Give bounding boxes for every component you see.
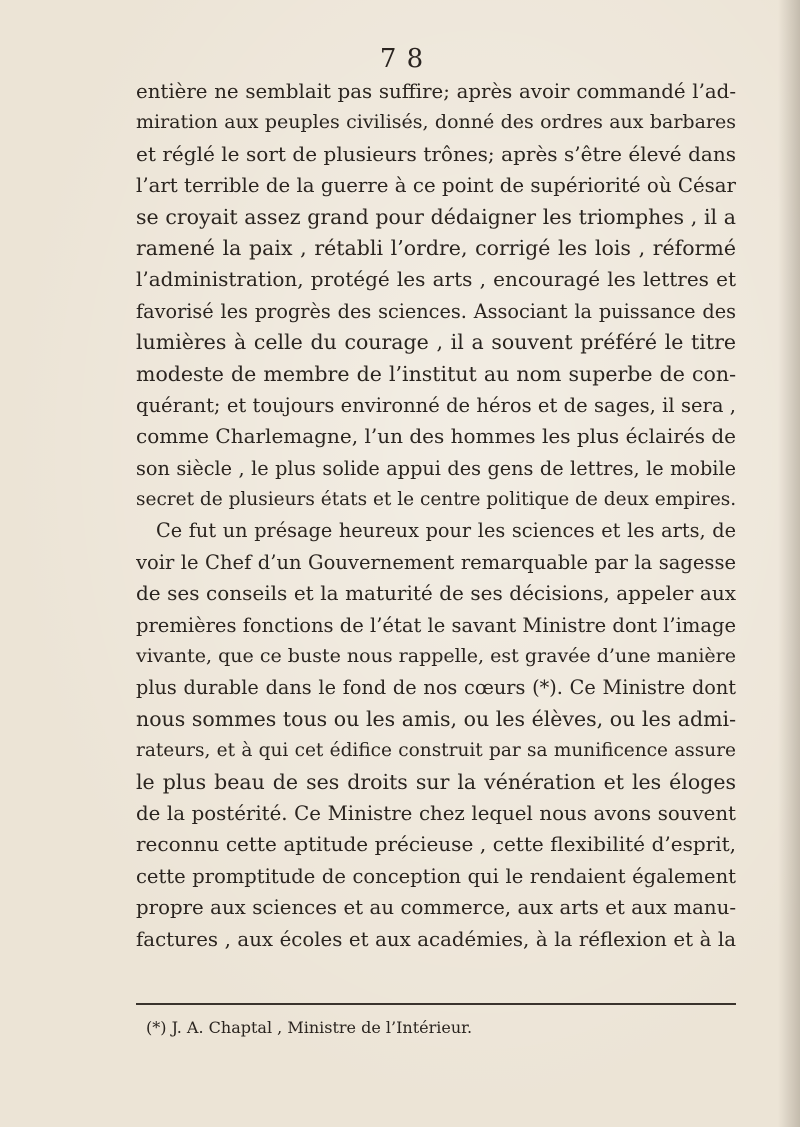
page-number: 7 8 xyxy=(379,44,425,74)
text-line: se croyait assez grand pour dédaigner les triomphes , il a xyxy=(136,204,736,229)
body-text xyxy=(136,76,736,955)
text-line: cette promptitude de conception qui le rendaient également xyxy=(136,864,736,888)
footnote-rule xyxy=(136,1003,736,1005)
text-line: modeste de membre de l’institut au nom superbe de con- xyxy=(136,361,736,386)
text-line: lumières à celle du courage , il a souvent préféré le titre xyxy=(136,330,736,355)
text-line: reconnu cette aptitude précieuse , cette flexibilité d’esprit, xyxy=(136,832,736,857)
text-line: de ses conseils et la maturité de ses décisions, appeler aux xyxy=(136,581,736,606)
text-line: voir le Chef d’un Gouvernement remarquable par la sagesse xyxy=(136,550,736,574)
text-line: quérant; et toujours environné de héros et de sages, il sera , xyxy=(136,393,736,417)
text-line: secret de plusieurs états et le centre politique de deux empires. xyxy=(136,489,736,511)
text-line: l’administration, protégé les arts , encouragé les lettres et xyxy=(136,267,736,292)
text-line: factures , aux écoles et aux académies, à la réflexion et à la xyxy=(136,927,736,951)
text-line: plus durable dans le fond de nos cœurs (*). Ce Ministre dont xyxy=(136,676,736,700)
text-line: Ce fut un présage heureux pour les sciences et les arts, de xyxy=(156,519,736,543)
text-line: le plus beau de ses droits sur la vénération et les éloges xyxy=(136,769,736,794)
text-line: entière ne semblait pas suffire; après avoir commandé l’ad- xyxy=(136,80,736,103)
text-line: miration aux peuples civilisés, donné des ordres aux barbares xyxy=(136,111,736,134)
text-line: rateurs, et à qui cet édifice construit par sa munificence assure xyxy=(136,740,736,762)
text-line: et réglé le sort de plusieurs trônes; après s’être élevé dans xyxy=(136,141,736,166)
text-line: comme Charlemagne, l’un des hommes les plus éclairés de xyxy=(136,424,736,449)
text-line: son siècle , le plus solide appui des gens de lettres, le mobile xyxy=(136,456,736,480)
text-line: de la postérité. Ce Ministre chez lequel nous avons souvent xyxy=(136,801,736,825)
footnote: (*) J. A. Chaptal , Ministre de l’Intérieur. xyxy=(146,1018,473,1037)
text-line: l’art terrible de la guerre à ce point de supériorité où César xyxy=(136,174,736,198)
text-line: propre aux sciences et au commerce, aux arts et aux manu- xyxy=(136,896,736,920)
text-line: favorisé les progrès des sciences. Associant la puissance des xyxy=(136,299,736,323)
text-line: ramené la paix , rétabli l’ordre, corrigé les lois , réformé xyxy=(136,235,736,260)
text-line: vivante, que ce buste nous rappelle, est gravée d’une manière xyxy=(136,645,736,668)
text-line: nous sommes tous ou les amis, ou les élèves, ou les admi- xyxy=(136,706,736,731)
page-edge-shadow xyxy=(778,0,800,1127)
text-line: premières fonctions de l’état le savant Ministre dont l’image xyxy=(136,613,736,637)
